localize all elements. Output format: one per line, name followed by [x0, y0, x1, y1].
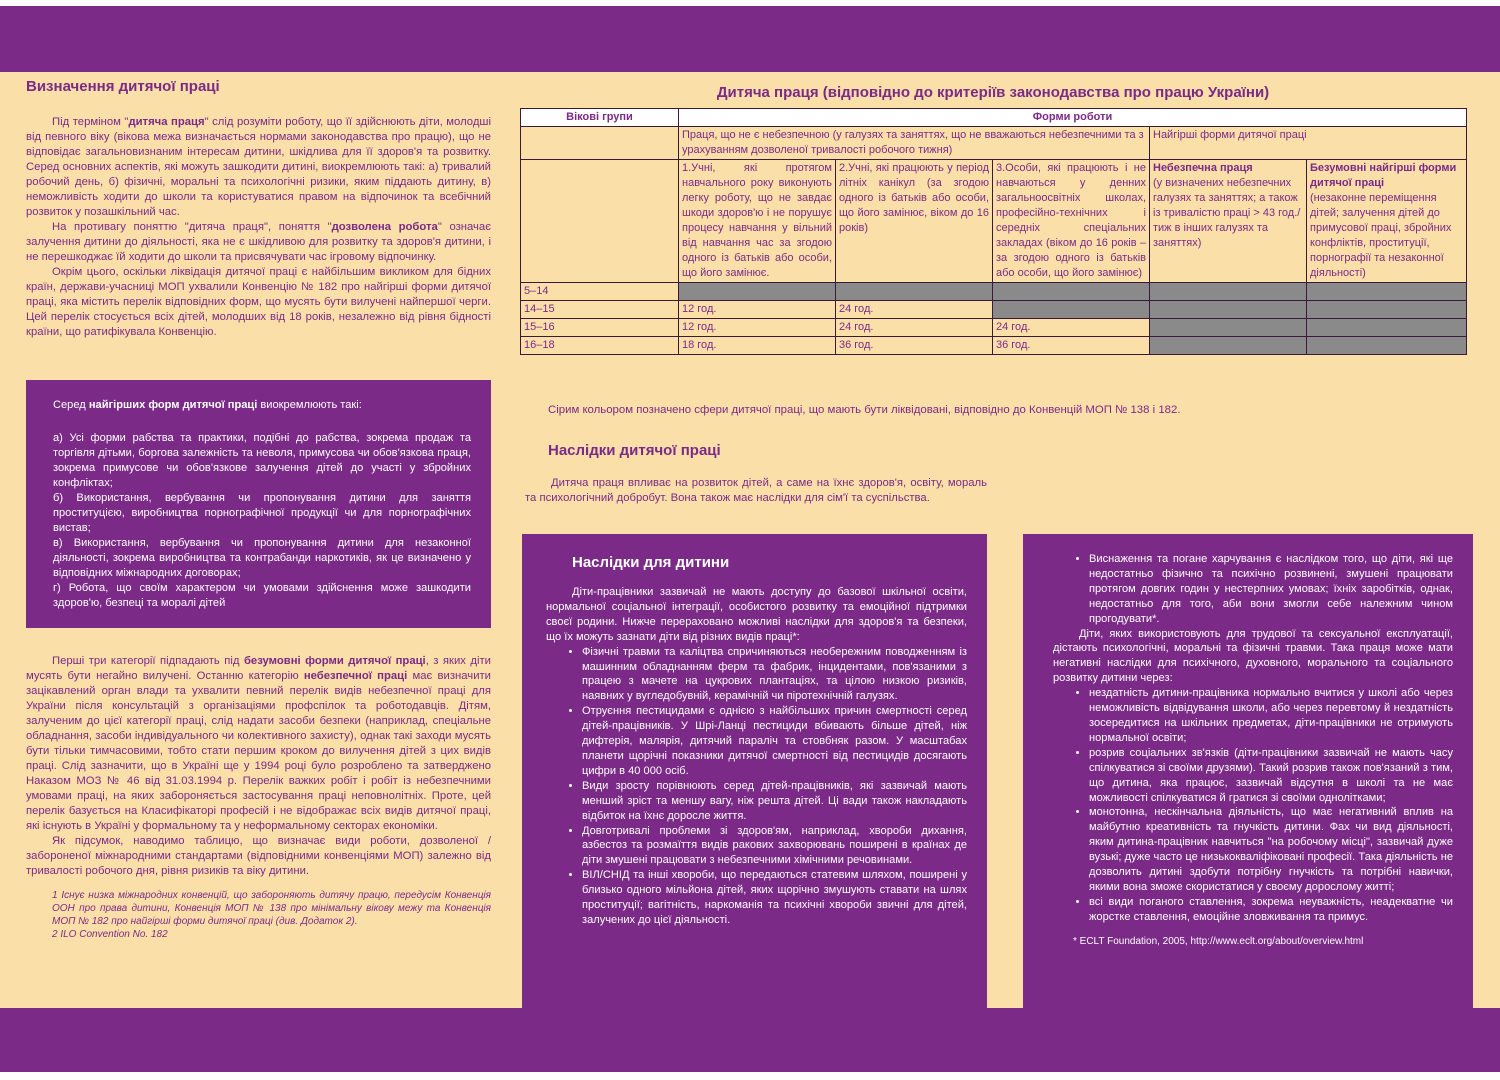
grey-cell — [993, 283, 1150, 301]
age-cell: 5–14 — [521, 283, 679, 301]
list-item: • Види зросту порівнюють серед дітей-працівників, які зазвичай мають менший зріст та меншу вагу, ніж решта дітей. Ці вади також накладають відбиток на їхнє доросле життя. — [582, 779, 967, 824]
grey-cell — [1307, 337, 1467, 355]
table-row — [521, 319, 1467, 337]
table-row — [521, 337, 1467, 355]
hours-cell: 36 год. — [836, 337, 993, 355]
hours-cell: 36 год. — [993, 337, 1150, 355]
hours-cell: 12 год. — [679, 319, 836, 337]
definition-paragraph-2: На противагу поняттю "дитяча праця", поняття "дозволена робота" означає залучення дитини до діяльності, яка не є шкідливою для розвитку та здоров'я дитини, і не перешкоджає їй ходити до школи та присвячувати час ігровому відпочинку. — [26, 221, 491, 263]
group-non-hazardous: Праця, що не є небезпечною (у галузях та заняттях, що не вважаються небезпечними та з урахуванням дозволеної тривалості робочого тижня) — [679, 127, 1150, 160]
grey-cell — [1150, 283, 1307, 301]
development-list — [1053, 686, 1453, 925]
hours-cell: 24 год. — [836, 319, 993, 337]
definition-section — [26, 78, 491, 340]
grey-cell — [679, 283, 836, 301]
hours-cell: 12 год. — [679, 301, 836, 319]
top-band — [0, 0, 1500, 72]
table-row — [521, 283, 1467, 301]
age-cell: 16–18 — [521, 337, 679, 355]
worst-form-b: б) Використання, вербування чи пропонування дитини для заняття проституцією, виробництва порнографічної продукції чи для порнографічних вистав; — [53, 492, 471, 534]
bottom-edge — [0, 1072, 1500, 1080]
bottom-band — [0, 1008, 1500, 1080]
consequences-title: Наслідки дитячої праці — [548, 442, 721, 459]
exploitation-paragraph: Діти, яких використовують для трудової та сексуальної експлуатації, дістають психологічні, моральні та фізичні травми. Така праця може мати негативні наслідки для психічного, духовного, морального та соціального розвитку дитини через: — [1053, 627, 1453, 685]
summary-paragraph: Як підсумок, наводимо таблицю, що визначає види роботи, дозволеної / забороненої міжнародними стандартами (відповідними конвенціями МОП) залежно від тривалості робочого дня, рівня ризиків та віку дитини. — [26, 835, 491, 877]
definition-paragraph-3: Окрім цього, оскільки ліквідація дитячої праці є найбільшим викликом для бідних країн, держави-учасниці МОП ухвалили Конвенцію № 182 про найгірші форми дитячої праці, яка містить перелік відповідних форм, що мусять бути вилучені найпершої черги. Цей перелік стосується всіх дітей, молодших від 18 років, незалежно від рівня бідності країни, що ратифікувала Конвенцію. — [26, 266, 491, 338]
list-item: • Виснаження та погане харчування є наслідком того, що діти, які ще недостатньо фізично та психічно розвинені, змушені працювати протягом довгих годин у нестерпних умовах; їхніх заробітків, однак, недостатньо для того, аби вони змогли себе належним чином прогодувати*. — [1089, 552, 1453, 627]
age-cell: 14–15 — [521, 301, 679, 319]
hours-cell: 24 год. — [993, 319, 1150, 337]
group-worst-forms: Найгірші форми дитячої праці — [1150, 127, 1467, 160]
header-work-forms: Форми роботи — [679, 109, 1467, 127]
child-consequences-intro: Діти-працівники зазвичай не мають доступу до базової шкільної освіти, нормальної соціальної інтеграції, особистого розвитку та емоційної підтримки своєї родини. Нижче перераховано можливі наслідки для здоров'я та безпеки, що їх можуть зазнати діти від різних видів праці*: — [546, 586, 967, 643]
malnutrition-list — [1053, 552, 1453, 627]
categories-section — [26, 654, 491, 941]
table-row — [521, 301, 1467, 319]
table-group-row — [521, 127, 1467, 160]
hours-cell: 18 год. — [679, 337, 836, 355]
footnote-2: 2 ILO Convention No. 182 — [52, 929, 168, 940]
list-item: • Фізичні травми та каліцтва спричиняються необережним поводженням із машинним обладнанням ферм та фабрик, інцидентами, пов'язаними з працею з мачете на цукрових плантаціях, та цілою низкою ризиків, наявних у вугледобувній, керамічній чи піротехнічній галузях. — [582, 645, 967, 705]
header-age-groups: Вікові групи — [521, 109, 679, 127]
age-cell: 15–16 — [521, 319, 679, 337]
table-category-row — [521, 160, 1467, 283]
source-citation: * ECLT Foundation, 2005, http://www.eclt.org/about/overview.html — [1073, 935, 1364, 947]
category-summer-holidays: 2.Учні, які працюють у період літніх канікул (за згодою одного із батьків або особи, що його замінює, віком до 16 років) — [836, 160, 993, 283]
list-item: • монотонна, нескінчальна діяльність, що має негативний вплив на майбутню креативність та гнучкість дитини. Фах чи вид діяльності, яким дитина-працівник навчиться "на робочому місці", зазвичай дуже вузькі; дуже часто це низькокваліфіковані професії. Така діяльність не дозволить дитині здобути потрібну гнучкість та потрібні навички, якими вона зможе скористатися у своєму дорослому житті; — [1089, 805, 1453, 894]
table-title: Дитяча праця (відповідно до критеріїв законодавства про працю України) — [716, 84, 1270, 101]
hours-cell: 24 год. — [836, 301, 993, 319]
table-header-row — [521, 109, 1467, 127]
empty-cell — [521, 160, 679, 283]
categories-paragraph: Перші три категорії підпадають під безумовні форми дитячої праці, з яких діти мусять бути негайно вилучені. Останню категорію небезпечної праці має визначити зацікавлений орган влади та ухвалити певний перелік видів небезпечної праці для України після консультацій з організаціями профспілок та роботодавців. Дітям, залученим до цієї категорії праці, слід надати засоби безпеки (наприклад, спеціальне обладнання, засоби індивідуального чи колективного захисту), однак такі заходи мусять бути тільки тимчасовими, тобто стати першим кроком до вилучення дітей з цих видів праці. Слід зазначити, що в Україні ще у 1994 році було розроблено та затверджено Наказом МОЗ № 46 від 31.03.1994 р. Перелік важких робіт і робіт із небезпечними умовами праці, на яких забороняється застосування праці неповнолітніх. Проте, цей перелік базується на Класифікаторі професій і не відображає всіх видів дитячої праці, які існують в Україні у формальному та у неформальному секторах економіки. — [26, 655, 491, 832]
development-consequences-box — [1023, 534, 1473, 1008]
list-item: • нездатність дитини-працівника нормально вчитися у школі або через неможливість відвідування школи, або через перевтому й нездатність зосередитися на шкільних предметах, діти-працівники не отримують нормальної освіти; — [1089, 686, 1453, 746]
grey-cell — [1150, 337, 1307, 355]
list-item: • всі види поганого ставлення, зокрема неуважність, неадекватне чи жорстке ставлення, емоційне зловживання та примус. — [1089, 895, 1453, 925]
worst-forms-box — [26, 380, 491, 628]
empty-cell — [521, 127, 679, 160]
list-item: • Отруєння пестицидами є однією з найбільших причин смертності серед дітей-працівників. У Шрі-Ланці пестициди вбивають більше дітей, ніж дифтерія, малярія, дитячий параліч та стовбняк разом. У масштабах планети щорічні показники дитячої смертності від пестицидів досягають цифри в 40 000 осіб. — [582, 704, 967, 779]
table-note: Сірим кольором позначено сфери дитячої праці, що мають бути ліквідовані, відповідно до Конвенцій МОП № 138 і 182. — [548, 404, 1181, 416]
worst-form-a: а) Усі форми рабства та практики, подібні до рабства, зокрема продаж та торгівля дітьми, боргова залежність та неволя, примусова чи обов'язкова праця, зокрема примусове чи обов'язкове залучення дітей до участі у збройних конфліктах; — [53, 432, 471, 489]
list-item: • розрив соціальних зв'язків (діти-працівники зазвичай не мають часу спілкуватися зі своїми друзями). Такий розрив також пов'язаний з тим, що дитина, яка працює, зазвичай відсутня в школі та не має можливості спілкуватися й гратися зі своїми однолітками; — [1089, 746, 1453, 806]
definition-title: Визначення дитячої праці — [26, 78, 220, 95]
grey-cell — [1307, 301, 1467, 319]
footnote-1: 1 Існує низка міжнародних конвенцій, що забороняють дитячу працю, передусім Конвенція ООН про права дитини, Конвенція МОП № 138 про мінімальну вікову межу та Конвенція МОП № 182 про найгірші форми дитячої праці (див. Додаток 2). — [52, 890, 491, 927]
child-labour-table — [520, 108, 1467, 355]
child-consequences-list — [546, 645, 967, 928]
worst-form-c: в) Використання, вербування чи пропонування дитини для незаконної діяльності, зокрема виробництва та контрабанди наркотиків, як це визначено у відповідних міжнародних договорах; — [53, 537, 471, 579]
consequences-text: Дитяча праця впливає на розвиток дітей, а саме на їхнє здоров'я, освіту, мораль та психологічний добробут. Вона також має наслідки для сім'ї та суспільства. — [525, 477, 987, 504]
category-hazardous: Небезпечна праця (у визначених небезпечних галузях та заняттях; а також із тривалістю праці > 43 год./тиж в інших галузях та заняттях) — [1150, 160, 1307, 283]
child-consequences-box — [522, 534, 987, 1008]
grey-cell — [1307, 319, 1467, 337]
definition-paragraph-1: Під терміном "дитяча праця" слід розуміти роботу, що її здійснюють діти, молодші від певного віку (вікова межа визначається нормами законодавства про працю), що не відповідає загальновизнаним інтересам дитини, шкідлива для її здоров'я та розвитку. Серед основних аспектів, які можуть зашкодити дитині, виокремлюють такі: а) тривалий робочий день, б) фізичні, моральні та психологічні ризики, яким піддають дитину, в) неможливість ходити до школи та користуватися правом на відпочинок та всебічний розвиток у позашкільний час. — [26, 116, 491, 218]
child-consequences-title: Наслідки для дитини — [572, 554, 730, 571]
category-unconditional: Безумовні найгірші форми дитячої праці (незаконне переміщення дітей; залучення дітей до примусової праці, збройних конфліктів, проституції, порнографії та незаконної діяльності) — [1307, 160, 1467, 283]
top-edge — [0, 0, 1500, 6]
list-item: • Довготривалі проблеми зі здоров'ям, наприклад, хвороби дихання, азбестоз та розмаїття видів ракових захворювань поширені в країнах де діти змушені працювати з небезпечними хімічними речовинами. — [582, 824, 967, 869]
list-item: • ВІЛ/СНІД та інші хвороби, що передаються статевим шляхом, поширені у близько одного мільйона дітей, яких щорічно змушують ставати на шлях проституції; вагітність, наркоманія та психічні хвороби звичні для дітей, залучених до цієї діяльності. — [582, 868, 967, 928]
category-students-school-year: 1.Учні, які протягом навчального року виконують легку роботу, що не завдає шкоди здоров'ю і не порушує процесу навчання у вільний від навчання час за згодою одного із батьків або особи, що його замінює. — [679, 160, 836, 283]
category-non-students: 3.Особи, які працюють і не навчаються у денних загальноосвітніх школах, професійно-технічних і середніх спеціальних закладах (віком до 16 років – за згодою одного із батьків або особи, що його замінює) — [993, 160, 1150, 283]
grey-cell — [1307, 283, 1467, 301]
grey-cell — [836, 283, 993, 301]
worst-forms-intro: Серед найгірших форм дитячої праці виокремлюють такі: — [53, 399, 362, 411]
grey-cell — [1150, 319, 1307, 337]
grey-cell — [1150, 301, 1307, 319]
grey-cell — [993, 301, 1150, 319]
worst-form-d: г) Робота, що своїм характером чи умовами здійснення може зашкодити здоров'ю, безпеці та моралі дітей — [53, 582, 471, 609]
